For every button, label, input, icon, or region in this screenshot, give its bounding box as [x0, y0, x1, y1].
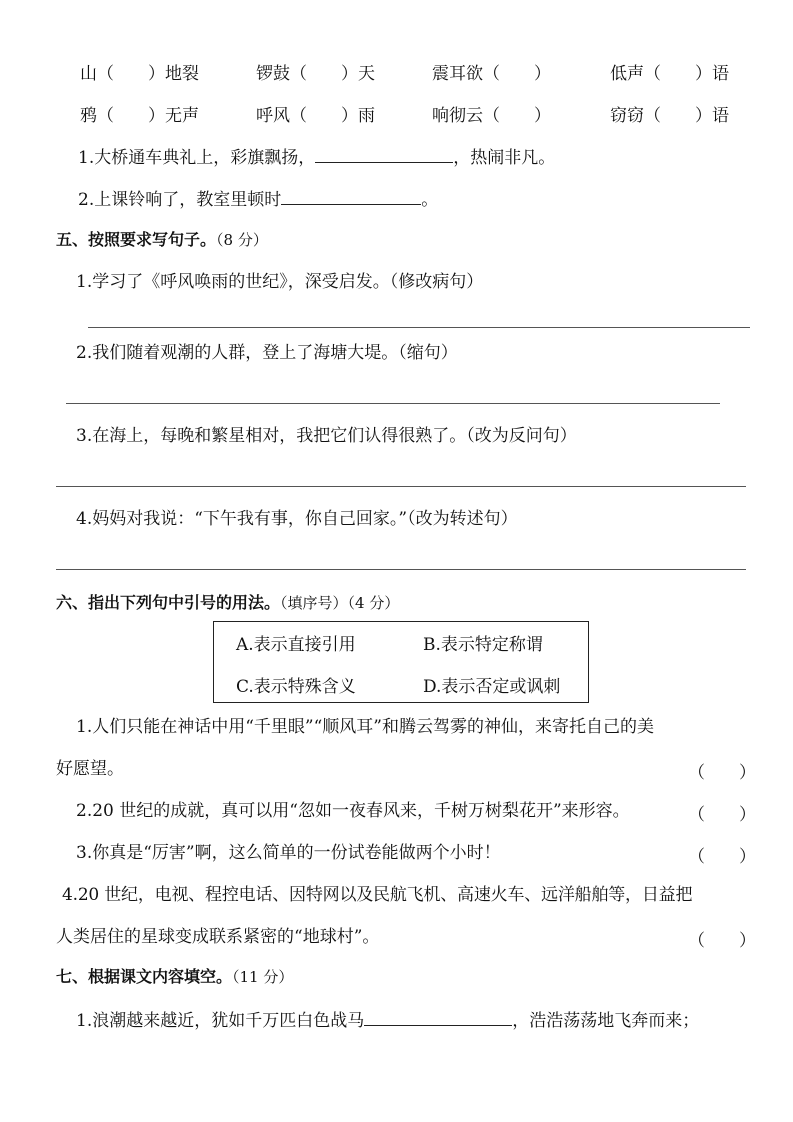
answer-line-q1[interactable] [88, 327, 750, 328]
fill-blank-2[interactable] [281, 189, 421, 205]
section-7-heading [56, 966, 293, 988]
section-5-score: （8 分） [216, 231, 268, 249]
fill-blank-1[interactable] [315, 147, 453, 163]
section-5-q2: 2.我们随着观潮的人群，登上了海塘大堤。（缩句） [76, 343, 458, 363]
fill-sentence-1-after: ，热闹非凡。 [453, 148, 556, 168]
section-5-q1: 1.学习了《呼风唤雨的世纪》，深受启发。（修改病句） [76, 272, 484, 292]
section-7-q1 [76, 1010, 699, 1032]
answer-line-q3[interactable] [56, 486, 746, 487]
section-6-note: （填序号）（4 分） [280, 594, 400, 612]
option-a: A.表示直接引用 [236, 635, 356, 655]
answer-paren-q1[interactable]: （ ） [688, 763, 756, 783]
answer-paren-q2[interactable]: （ ） [688, 805, 756, 825]
section-6-q4-line1: 4.20 世纪，电视、程控电话、因特网以及民航飞机、高速火车、远洋船舶等，日益把 [62, 885, 693, 905]
idiom-1-3: 震耳欲（ ） [432, 64, 551, 84]
section-7-q1-after: ，浩浩荡荡地飞奔而来； [512, 1011, 700, 1031]
section-6-q4-line2: 人类居住的星球变成联系紧密的“地球村”。 [56, 927, 380, 947]
option-c: C.表示特殊含义 [236, 677, 356, 697]
idiom-2-3: 响彻云（ ） [432, 106, 551, 126]
section-6-q1-line1: 1.人们只能在神话中用“千里眼”“顺风耳”和腾云驾雾的神仙，来寄托自己的美 [76, 717, 654, 737]
idiom-1-4: 低声（ ）语 [610, 64, 729, 84]
fill-sentence-2-before: 2.上课铃响了，教室里顿时 [78, 190, 282, 210]
fill-sentence-1-before: 1.大桥通车典礼上，彩旗飘扬， [78, 148, 316, 168]
section-6-heading [56, 592, 399, 614]
idiom-2-2: 呼风（ ）雨 [256, 106, 375, 126]
answer-line-q4[interactable] [56, 569, 746, 570]
section-7-score: （11 分） [232, 968, 294, 986]
answer-paren-q3[interactable]: （ ） [688, 847, 756, 867]
idiom-2-4: 窃窃（ ）语 [610, 106, 729, 126]
section-5-q4: 4.妈妈对我说：“下午我有事，你自己回家。”（改为转述句） [76, 509, 518, 529]
idiom-1-1: 山（ ）地裂 [80, 64, 199, 84]
section-6-q3: 3.你真是“厉害”啊，这么简单的一份试卷能做两个小时！ [76, 843, 501, 863]
section-6-q1-line2: 好愿望。 [56, 759, 124, 779]
section-6-title: 六、指出下列句中引号的用法。 [56, 593, 281, 612]
section-5-heading [56, 229, 268, 251]
section-5-title: 五、按照要求写句子。 [56, 230, 217, 249]
idiom-2-1: 鸦（ ）无声 [80, 106, 199, 126]
fill-sentence-2 [78, 189, 438, 211]
option-d: D.表示否定或讽刺 [423, 677, 561, 697]
idiom-1-2: 锣鼓（ ）天 [256, 64, 375, 84]
section-6-q2: 2.20 世纪的成就，真可以用“忽如一夜春风来，千树万树梨花开”来形容。 [76, 801, 630, 821]
section-5-q3: 3.在海上，每晚和繁星相对，我把它们认得很熟了。（改为反问句） [76, 426, 577, 446]
answer-line-q2[interactable] [66, 403, 720, 404]
section-7-q1-before: 1.浪潮越来越近，犹如千万匹白色战马 [76, 1011, 365, 1031]
answer-paren-q4[interactable]: （ ） [688, 931, 756, 951]
option-b: B.表示特定称谓 [423, 635, 543, 655]
section-7-title: 七、根据课文内容填空。 [56, 967, 233, 986]
fill-sentence-2-after: 。 [421, 190, 439, 210]
fill-sentence-1 [78, 147, 555, 169]
fill-blank-s7-q1[interactable] [364, 1010, 512, 1026]
